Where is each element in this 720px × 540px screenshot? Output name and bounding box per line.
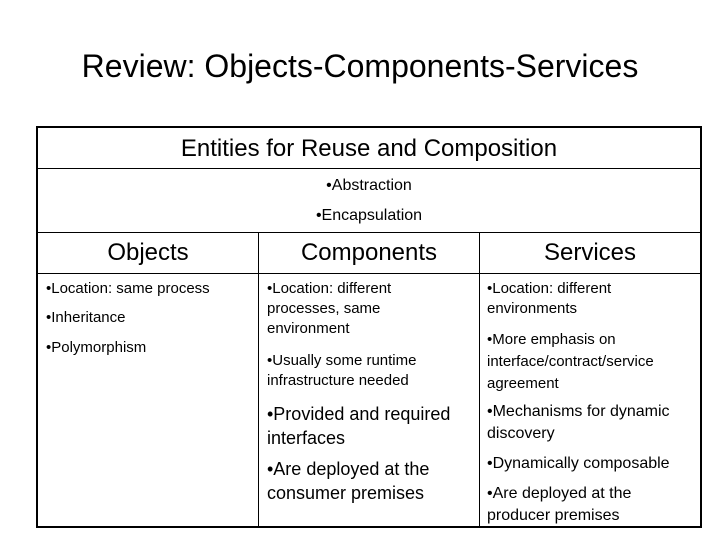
- line: agreement: [487, 375, 559, 392]
- line: •Usually some runtime: [267, 352, 417, 369]
- shared-item-encapsulation: •Encapsulation: [315, 207, 423, 224]
- table-caption: Entities for Reuse and Composition: [180, 135, 558, 162]
- line: processes, same: [267, 300, 381, 317]
- line: interfaces: [267, 428, 346, 448]
- components-item: [267, 279, 391, 339]
- divider: [38, 168, 700, 169]
- divider: [258, 233, 259, 526]
- line: producer premises: [487, 507, 620, 524]
- services-item: [487, 401, 670, 445]
- objects-item: •Location: same process: [46, 280, 210, 297]
- divider: [479, 233, 480, 526]
- line: discovery: [487, 425, 555, 442]
- line: interface/contract/service: [487, 353, 654, 370]
- components-item: [267, 457, 429, 505]
- divider: [38, 232, 700, 233]
- services-item: [487, 483, 631, 527]
- line: •Are deployed at the: [267, 459, 430, 479]
- shared-item-abstraction: •Abstraction: [326, 177, 412, 194]
- line: •Mechanisms for dynamic: [487, 403, 670, 420]
- objects-item: •Inheritance: [46, 309, 126, 326]
- components-item: [267, 402, 450, 450]
- services-item: [487, 453, 670, 475]
- divider: [38, 273, 700, 274]
- line: consumer premises: [267, 483, 425, 503]
- line: •Location: different: [487, 280, 612, 297]
- line: •Location: different: [267, 280, 392, 297]
- header-components: Components: [300, 239, 438, 266]
- line: environments: [487, 300, 578, 317]
- header-services: Services: [543, 239, 637, 266]
- line: environment: [267, 320, 350, 337]
- components-item: [267, 351, 416, 391]
- header-objects: Objects: [107, 239, 189, 266]
- line: •Are deployed at the: [487, 485, 632, 502]
- objects-item: •Polymorphism: [46, 339, 147, 356]
- services-item: [487, 329, 654, 395]
- line: infrastructure needed: [267, 372, 409, 389]
- services-item: [487, 279, 611, 319]
- line: •Dynamically composable: [487, 455, 670, 472]
- line: •Provided and required: [267, 404, 451, 424]
- line: •More emphasis on: [487, 331, 616, 348]
- comparison-table: [36, 126, 702, 528]
- slide-title: Review: Objects-Components-Services: [81, 48, 639, 84]
